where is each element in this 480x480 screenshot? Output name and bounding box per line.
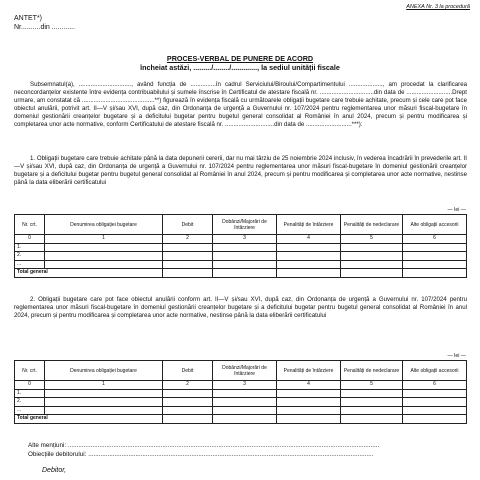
- index-cell: 3: [213, 235, 277, 244]
- index-cell: 5: [341, 235, 403, 244]
- obligations-table-2: [14, 360, 467, 424]
- table-index-row: [15, 381, 467, 390]
- row-number: 2.: [15, 398, 45, 407]
- row-number: ...: [15, 260, 45, 269]
- table-row: [15, 398, 467, 407]
- unit-label-2: — lei —: [447, 353, 466, 359]
- index-cell: 5: [341, 381, 403, 390]
- total-label: Total general: [15, 415, 163, 424]
- table-row: [15, 406, 467, 415]
- table-header-row: [15, 361, 467, 381]
- row-number: 1.: [15, 243, 45, 252]
- header-block: [14, 14, 75, 32]
- table-total-row: [15, 415, 467, 424]
- antet-label: ANTET*): [14, 15, 42, 22]
- header-cell: Nr. crt.: [15, 215, 45, 235]
- footer-mentions: [28, 442, 379, 459]
- section-1-paragraph: 1. Obligații bugetare care trebuie achitate până la data depunerii cererii, dar nu mai târziu de 25 noiembrie 2024 inclusiv, în vederea încadrării în prevederile art. II—V și/sau XVI, după caz, din Ordonanța de urgență a Guvernului nr. 107/2024 pentru reglementarea unor măsuri fiscal-bugetare în domeniul gestionării creanțelor bugetare și a deficitului bugetar pentru bugetul general consolidat al României în anul 2024, precum și pentru modificarea și completarea unor acte normative, nestinse până la data eliberării certificatului: [14, 155, 467, 186]
- title-line-2: încheiat astăzi, ........./......../............., la sediul unității fiscale: [140, 63, 340, 72]
- header-cell: Denumirea obligației bugetare: [45, 361, 163, 381]
- index-cell: 4: [277, 381, 341, 390]
- objections-line: Obiecțiile debitorului: ...................................................................................................................................................................: [28, 450, 374, 458]
- header-cell: Penalități de nedeclarare: [341, 361, 403, 381]
- section-2-paragraph: 2. Obligații bugetare care pot face obiectul anulării conform art. II—V și/sau XVI, după caz, din Ordonanța de urgență a Guvernului nr. 107/2024 pentru reglementarea unor măsuri fiscal-bugetare în domeniul gestionării creanțelor bugetare și a deficitului bugetar pentru bugetul general consolidat al României în anul 2024, precum și pentru modificarea și completarea unor acte normative, nestinse până la data eliberării certificatului: [14, 296, 467, 319]
- index-cell: 2: [163, 381, 213, 390]
- total-label: Total general: [15, 269, 163, 278]
- header-cell: Denumirea obligației bugetare: [45, 215, 163, 235]
- header-cell: Alte obligații accesorii: [403, 361, 467, 381]
- index-cell: 0: [15, 381, 45, 390]
- index-cell: 1: [45, 235, 163, 244]
- registration-number: Nr..........din ............: [14, 24, 76, 31]
- row-number: ...: [15, 406, 45, 415]
- index-cell: 0: [15, 235, 45, 244]
- document-title: [0, 54, 480, 72]
- table-row: [15, 252, 467, 261]
- table-row: [15, 260, 467, 269]
- obligations-table-1: [14, 214, 467, 278]
- index-cell: 2: [163, 235, 213, 244]
- header-cell: Dobânzi/Majorări de întârziere: [213, 215, 277, 235]
- header-cell: Debit: [163, 215, 213, 235]
- debitor-signature-label: Debitor,: [42, 467, 67, 474]
- index-cell: 3: [213, 381, 277, 390]
- table-index-row: [15, 235, 467, 244]
- header-cell: Alte obligații accesorii: [403, 215, 467, 235]
- header-cell: Dobânzi/Majorări de întârziere: [213, 361, 277, 381]
- table-total-row: [15, 269, 467, 278]
- table-row: [15, 243, 467, 252]
- other-mentions-line: Alte mențiuni: ..................................................................................................................................................................................: [28, 442, 380, 449]
- index-cell: 6: [403, 235, 467, 244]
- table-row: [15, 389, 467, 398]
- annex-label: ANEXA Nr. 3 la procedură: [406, 4, 470, 10]
- index-cell: 4: [277, 235, 341, 244]
- header-cell: Penalități de întârziere: [277, 361, 341, 381]
- header-cell: Debit: [163, 361, 213, 381]
- row-number: 2.: [15, 252, 45, 261]
- title-line-1: PROCES-VERBAL DE PUNERE DE ACORD: [166, 54, 314, 63]
- index-cell: 6: [403, 381, 467, 390]
- intro-paragraph: Subsemnatul(a), ..............................., având funcția de ...............în cadrul Serviciului/Biroului/Compartimentului ...................., am procedat la clarificarea neconcordanțelor existente între evidența contribuabilului și sumele înscrise în Certificatul de atestare fiscală nr. ................................din data de ...........................Drept urmare, am constatat că ...........................................**) figurează în evidența fiscală cu următoarele obligații bugetare care trebuie achitate, precum și cele care pot face obiectul anulării, potrivit art. II—V și/sau XVI, după caz, din Ordonanța de urgență a Guvernului nr. 107/2024 pentru reglementarea unor măsuri fiscal-bugetare în domeniul gestionării creanțelor bugetare și a deficitului bugetar pentru bugetul general consolidat al României în anul 2024, precum și pentru modificarea și completarea unor acte normative, conform Certificatului de atestare fiscală nr. .............................din data de ...........................***):: [14, 81, 467, 128]
- header-cell: Penalități de nedeclarare: [341, 215, 403, 235]
- unit-label-1: — lei —: [447, 207, 466, 213]
- table-header-row: [15, 215, 467, 235]
- header-cell: Penalități de întârziere: [277, 215, 341, 235]
- row-number: 1.: [15, 389, 45, 398]
- header-cell: Nr. crt.: [15, 361, 45, 381]
- index-cell: 1: [45, 381, 163, 390]
